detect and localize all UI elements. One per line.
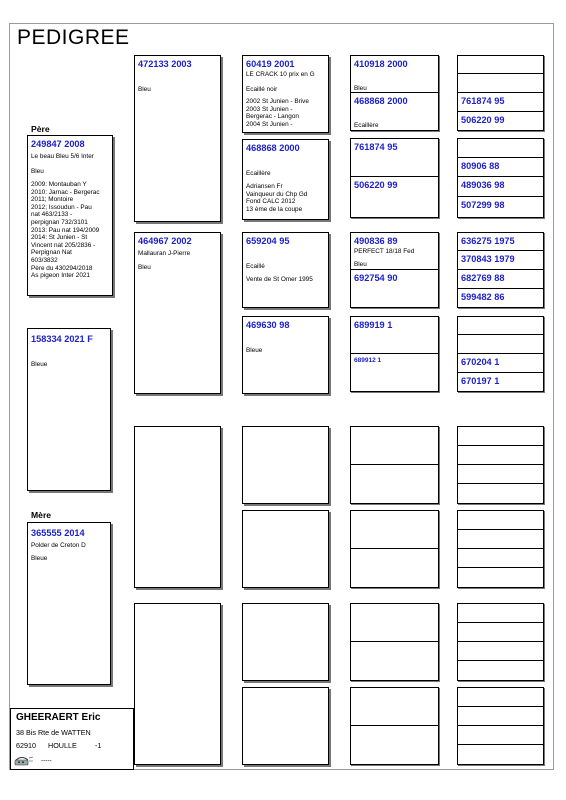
divider <box>458 464 543 465</box>
father-label: Père <box>31 124 50 134</box>
gen3-card-1-ring: 60419 2001 <box>246 59 295 69</box>
subject-card <box>27 328 111 491</box>
gen3-card-2-color: Ecaillère <box>246 170 271 177</box>
gen5-box-1 <box>457 55 544 131</box>
father-result-line: 2010: Jarnac - Bergerac <box>31 188 100 196</box>
father-result-line: Perpignan Nat <box>31 249 72 257</box>
result-line: Fond CALC 2012 <box>246 198 296 206</box>
gen5-box-3 <box>457 232 544 308</box>
owner-address: 38 Bis Rte de WATTEN <box>16 728 91 737</box>
gen4-box-2-dam-ring: 506220 99 <box>354 180 398 190</box>
owner-postcode: 62910 <box>16 741 36 750</box>
divider <box>351 92 438 93</box>
divider <box>458 73 543 74</box>
divider <box>351 269 438 270</box>
father-result-line: 2012; Issoudun - Pau <box>31 203 92 211</box>
gen4-box-7 <box>350 603 439 681</box>
father-ring: 249847 2008 <box>31 139 85 149</box>
divider <box>458 157 543 158</box>
divider <box>458 660 543 661</box>
divider <box>351 725 438 726</box>
gen5-ring: 80906 88 <box>461 161 500 171</box>
father-result-line: Vincent nat 205/2836 - <box>31 241 96 249</box>
divider <box>458 445 543 446</box>
gen5-box-7 <box>457 603 544 681</box>
gen4-box-1-sire-ring: 410918 2000 <box>354 59 408 69</box>
gen4-box-6 <box>350 510 439 588</box>
divider <box>458 288 543 289</box>
grandsire-maternal-card <box>134 426 221 588</box>
owner-name: GHEERAERT Eric <box>16 712 101 723</box>
divider <box>351 548 438 549</box>
divider <box>458 548 543 549</box>
grandsire-paternal-card <box>134 55 221 222</box>
subject-ring: 158334 2021 F <box>31 334 93 344</box>
gen5-ring: 682769 88 <box>461 273 505 283</box>
father-result-line: As pigeon Inter 2021 <box>31 272 90 280</box>
father-result-line: nat 463/2133 - <box>31 211 73 219</box>
result-line: Adriansen Fr <box>246 183 283 190</box>
gen4-box-3-sire-ring: 490836 89 <box>354 236 398 246</box>
father-result-line: 2011; Montoire <box>31 196 74 204</box>
gen5-box-2 <box>457 138 544 218</box>
granddam-paternal-color: Bleu <box>138 264 151 271</box>
gen5-ring: 636275 1975 <box>461 236 515 246</box>
divider <box>458 641 543 642</box>
divider <box>458 196 543 197</box>
gen3-card-3-ring: 659204 95 <box>246 236 290 246</box>
owner-city: HOULLE <box>48 741 77 750</box>
father-card <box>27 135 113 296</box>
gen3-card-4 <box>242 316 329 394</box>
gen4-box-2-sire-ring: 761874 95 <box>354 142 398 152</box>
divider <box>458 250 543 251</box>
gen5-ring: 761874 95 <box>461 96 505 106</box>
granddam-paternal-breeder: Mallauran J-Pierre <box>138 250 191 257</box>
owner-number: -1 <box>95 741 102 750</box>
father-result-line: 2014: St Junien - St <box>31 234 88 242</box>
gen3-card-4-color: Bleue <box>246 347 263 354</box>
gen4-box-4 <box>350 316 439 392</box>
divider <box>458 529 543 530</box>
father-result-line: Père du 430294/2018 <box>31 264 93 272</box>
granddam-maternal-card <box>134 603 221 765</box>
divider <box>458 744 543 745</box>
result-line: 2004 St Junien - <box>246 120 293 128</box>
gen3-card-3-color: Ecaillé <box>246 263 265 270</box>
divider <box>458 92 543 93</box>
mother-ring: 365555 2014 <box>31 528 85 538</box>
mother-name: Polder de Creton D <box>31 542 86 549</box>
gen4-box-3 <box>350 232 439 308</box>
gen5-box-8 <box>457 687 544 765</box>
father-result-line: 603/3832 <box>31 256 58 264</box>
divider <box>351 176 438 177</box>
gen3-card-1-name: LE CRACK 10 prix en G <box>246 71 315 78</box>
gen4-box-1-dam-ring: 468868 2000 <box>354 96 408 106</box>
divider <box>458 372 543 373</box>
result-line: 2002 St Junien - Brive <box>246 98 309 105</box>
father-name: Le beau Bleu 5/6 Inter <box>31 153 94 160</box>
gen3-card-6 <box>242 510 329 588</box>
granddam-paternal-card <box>134 232 221 394</box>
gen5-ring: 489036 98 <box>461 180 505 190</box>
gen3-card-5 <box>242 426 329 504</box>
gen4-box-4-sire-ring: 689919 1 <box>354 320 393 330</box>
father-result-line: 2013: Pau nat 194/2009 <box>31 226 100 234</box>
gen5-box-6 <box>457 510 544 588</box>
father-results <box>31 181 113 280</box>
gen4-box-8 <box>350 687 439 765</box>
subject-color: Bleue <box>31 361 48 368</box>
gen4-box-3-sire-note: PERFECT 18/18 Fed <box>354 248 415 255</box>
result-line: 13 ème de la coupe <box>246 205 303 213</box>
divider <box>351 353 438 354</box>
mother-card <box>27 522 111 685</box>
divider <box>458 622 543 623</box>
gen3-card-7 <box>242 603 329 681</box>
gen5-ring: 670204 1 <box>461 357 500 367</box>
gen4-box-3-dam-ring: 692754 90 <box>354 273 398 283</box>
mother-color: Bleue <box>31 555 48 562</box>
gen3-card-2 <box>242 139 329 220</box>
gen5-ring: 670197 1 <box>461 376 500 386</box>
father-result-line: 2009: Montauban Y <box>31 181 87 188</box>
gen4-box-5 <box>350 426 439 504</box>
gen4-box-2 <box>350 138 439 218</box>
gen4-box-3-sire-color: Bleu <box>354 261 367 268</box>
gen3-card-8 <box>242 687 329 765</box>
divider <box>458 483 543 484</box>
granddam-paternal-ring: 464967 2002 <box>138 236 192 246</box>
result-line: Bergerac - Langon <box>246 113 299 121</box>
gen5-ring: 507299 98 <box>461 200 505 210</box>
gen3-card-1 <box>242 55 329 133</box>
gen3-card-1-results <box>246 98 330 128</box>
mother-label: Mère <box>31 510 52 520</box>
page-title: PEDIGREE <box>17 26 130 49</box>
owner-footnote: ----- <box>41 757 52 764</box>
phone-icon <box>14 754 34 766</box>
divider <box>458 567 543 568</box>
divider <box>458 269 543 270</box>
gen3-card-2-results <box>246 183 330 213</box>
divider <box>458 334 543 335</box>
divider <box>458 353 543 354</box>
grandsire-paternal-ring: 472133 2003 <box>138 59 192 69</box>
result-line: 2003 St Junien - <box>246 105 293 113</box>
gen3-card-1-color: Ecaillé noir <box>246 86 278 93</box>
divider <box>351 464 438 465</box>
father-color: Bleu <box>31 168 44 175</box>
gen3-card-4-ring: 469630 98 <box>246 320 290 330</box>
gen5-ring: 506220 99 <box>461 115 505 125</box>
gen3-card-2-ring: 468868 2000 <box>246 143 300 153</box>
gen5-ring: 370843 1979 <box>461 254 515 264</box>
owner-block <box>10 708 134 770</box>
grandsire-paternal-color: Bleu <box>138 86 151 93</box>
divider <box>351 641 438 642</box>
gen5-box-4 <box>457 316 544 392</box>
father-result-line: perpignan 732/3101 <box>31 218 88 226</box>
gen4-box-1 <box>350 55 439 131</box>
result-line: Vainqueur du Chp Gd <box>246 190 308 198</box>
divider <box>458 176 543 177</box>
gen4-box-1-dam-color: Ecaillère <box>354 122 379 129</box>
divider <box>458 111 543 112</box>
gen3-card-3-results: Vente de St Omer 1995 <box>246 276 313 283</box>
gen4-box-4-dam-ring: 689912 1 <box>354 357 382 364</box>
divider <box>458 725 543 726</box>
gen5-box-5 <box>457 426 544 504</box>
divider <box>458 706 543 707</box>
gen3-card-3 <box>242 232 329 308</box>
gen5-ring: 599482 86 <box>461 292 505 302</box>
gen4-box-1-sire-color: Bleu <box>354 85 367 92</box>
